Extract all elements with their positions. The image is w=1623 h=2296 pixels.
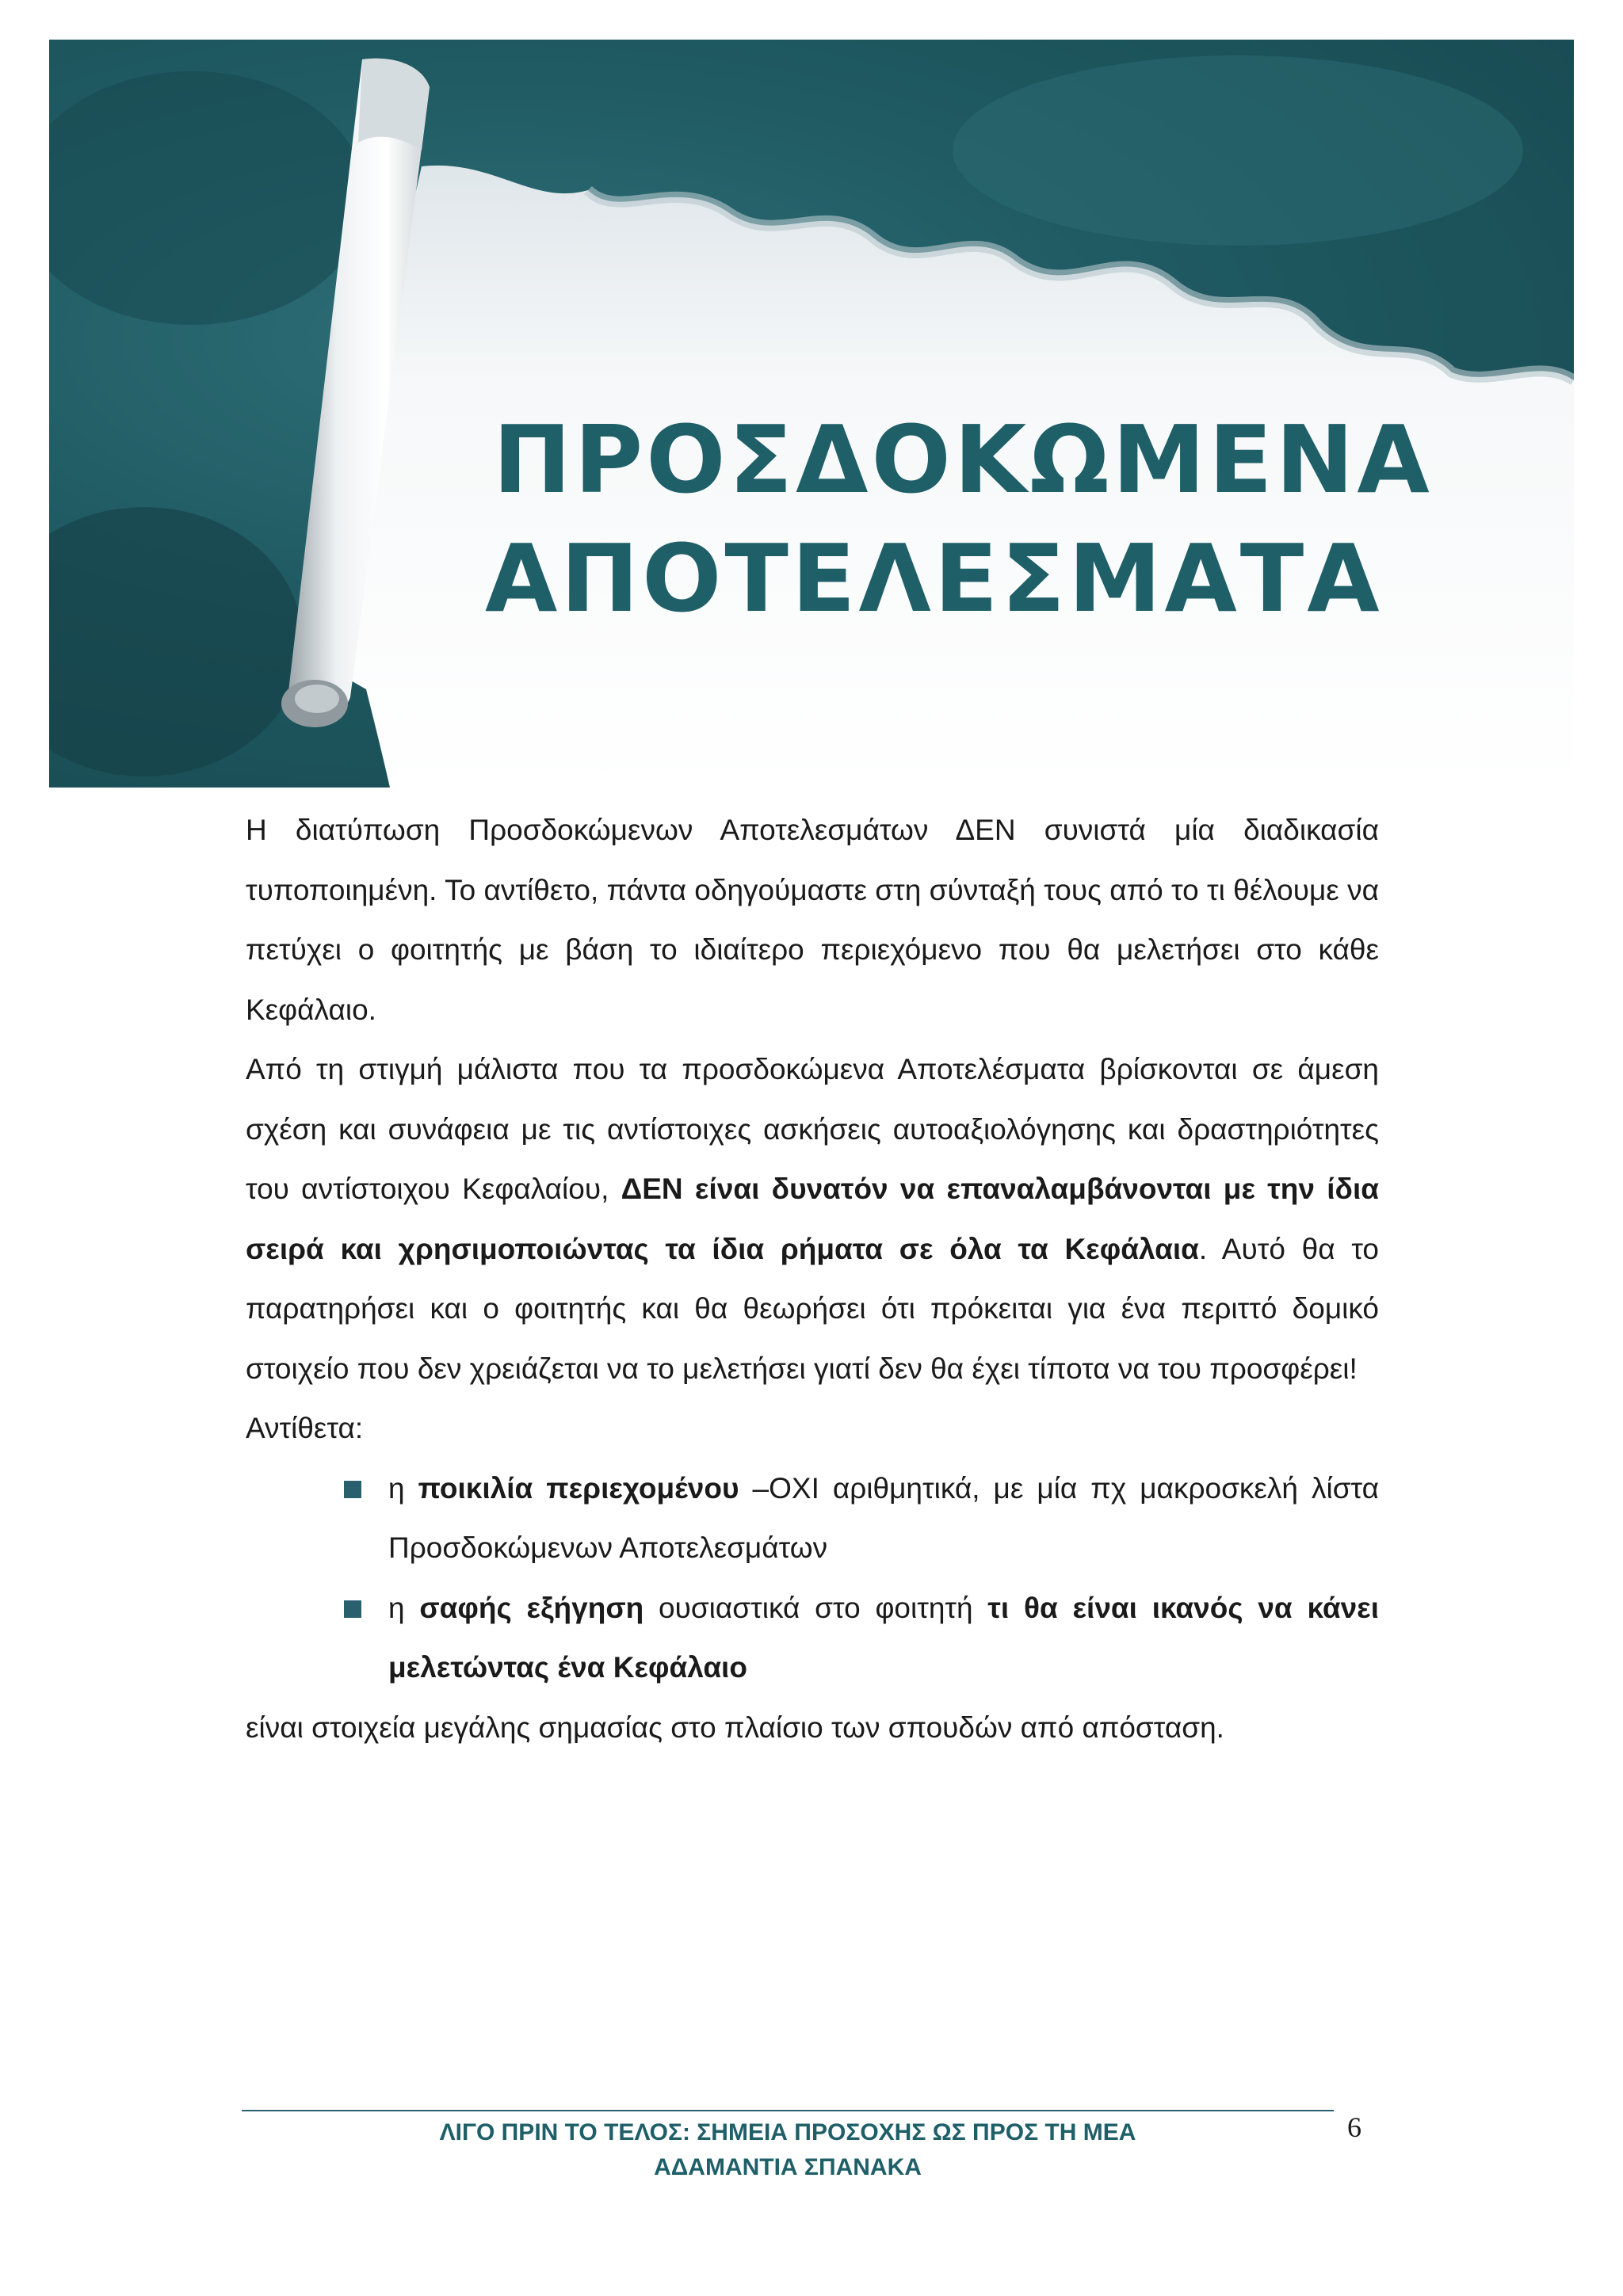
banner-title-line1: ΠΡΟΣΔΟΚΩΜΕΝΑ (493, 405, 1433, 514)
paragraph-2-emphasis: ΔΕΝ είναι δυνατόν να επαναλαμβάνονται με την ίδια σειρά και χρησιμοποιώντας τα ίδια ρήματα σε όλα τα Κεφάλαια (246, 1173, 1379, 1265)
square-bullet-icon (344, 1600, 361, 1618)
page-number: 6 (1347, 2111, 1361, 2143)
bullet-2-emphasis-2: τι θα είναι ικανός να κάνει μελετώντας ένα Κεφάλαιο (388, 1591, 1380, 1684)
page-footer (242, 2115, 1334, 2185)
banner-title (485, 400, 1444, 638)
paragraph-2-end: . Αυτό θα το παρατηρήσει και ο φοιτητής και θα θεωρήσει ότι πρόκειται για ένα περιττό δομικό στοιχείο που δεν χρειάζεται να το μελετήσει γιατί δεν θα έχει τίποτα να του προσφέρει! (246, 1232, 1379, 1385)
paragraph-3: Αντίθετα: (246, 1412, 364, 1444)
bullet-2-emphasis-1: σαφής εξήγηση (419, 1591, 644, 1624)
body-text (246, 800, 1379, 1757)
bullet-1-post: –ΟΧΙ αριθμητικά, με μία πχ μακροσκελή λίστα Προσδοκώμενων Αποτελεσμάτων (388, 1471, 1380, 1564)
footer-title: ΛΙΓΟ ΠΡΙΝ ΤΟ ΤΕΛΟΣ: ΣΗΜΕΙΑ ΠΡΟΣΟΧΗΣ ΩΣ ΠΡΟΣ ΤΗ ΜΕΑ (439, 2119, 1136, 2145)
paragraph-2-start: Από τη στιγμή μάλιστα που τα προσδοκώμενα Αποτελέσματα βρίσκονται σε άμεση σχέση και συνάφεια με τις αντίστοιχες ασκήσεις αυτοαξιολόγησης και δραστηριότητες του αντίστοιχου Κεφαλαίου, (246, 1053, 1379, 1205)
list-item (388, 1459, 1379, 1578)
bullet-2-pre: η (388, 1591, 420, 1624)
bullet-1-pre: η (388, 1471, 418, 1505)
footer-author: ΑΔΑΜΑΝΤΙΑ ΣΠΑΝΑΚΑ (654, 2154, 922, 2180)
bullet-2-mid: ουσιαστικά στο φοιτητή (643, 1591, 988, 1624)
footer-divider (242, 2110, 1334, 2111)
paragraph-2 (246, 1039, 1379, 1398)
bullet-1-emphasis: ποικιλία περιεχομένου (418, 1471, 739, 1505)
square-bullet-icon (344, 1481, 361, 1498)
paragraph-1: Η διατύπωση Προσδοκώμενων Αποτελεσμάτων ΔΕΝ συνιστά μία διαδικασία τυποποιημένη. Το αντίθετο, πάντα οδηγούμαστε στη σύνταξή τους από το τι θέλουμε να πετύχει ο φοιτητής με βάση το ιδιαίτερο περιεχόμενο που θα μελετήσει στο κάθε Κεφάλαιο. (246, 814, 1379, 1026)
header-banner-image (49, 40, 1574, 788)
paragraph-4: είναι στοιχεία μεγάλης σημασίας στο πλαίσιο των σπουδών από απόσταση. (246, 1711, 1224, 1744)
list-item (388, 1578, 1379, 1698)
bullet-list (246, 1459, 1379, 1698)
banner-title-line2: ΑΠΟΤΕΛΕΣΜΑΤΑ (485, 524, 1383, 633)
